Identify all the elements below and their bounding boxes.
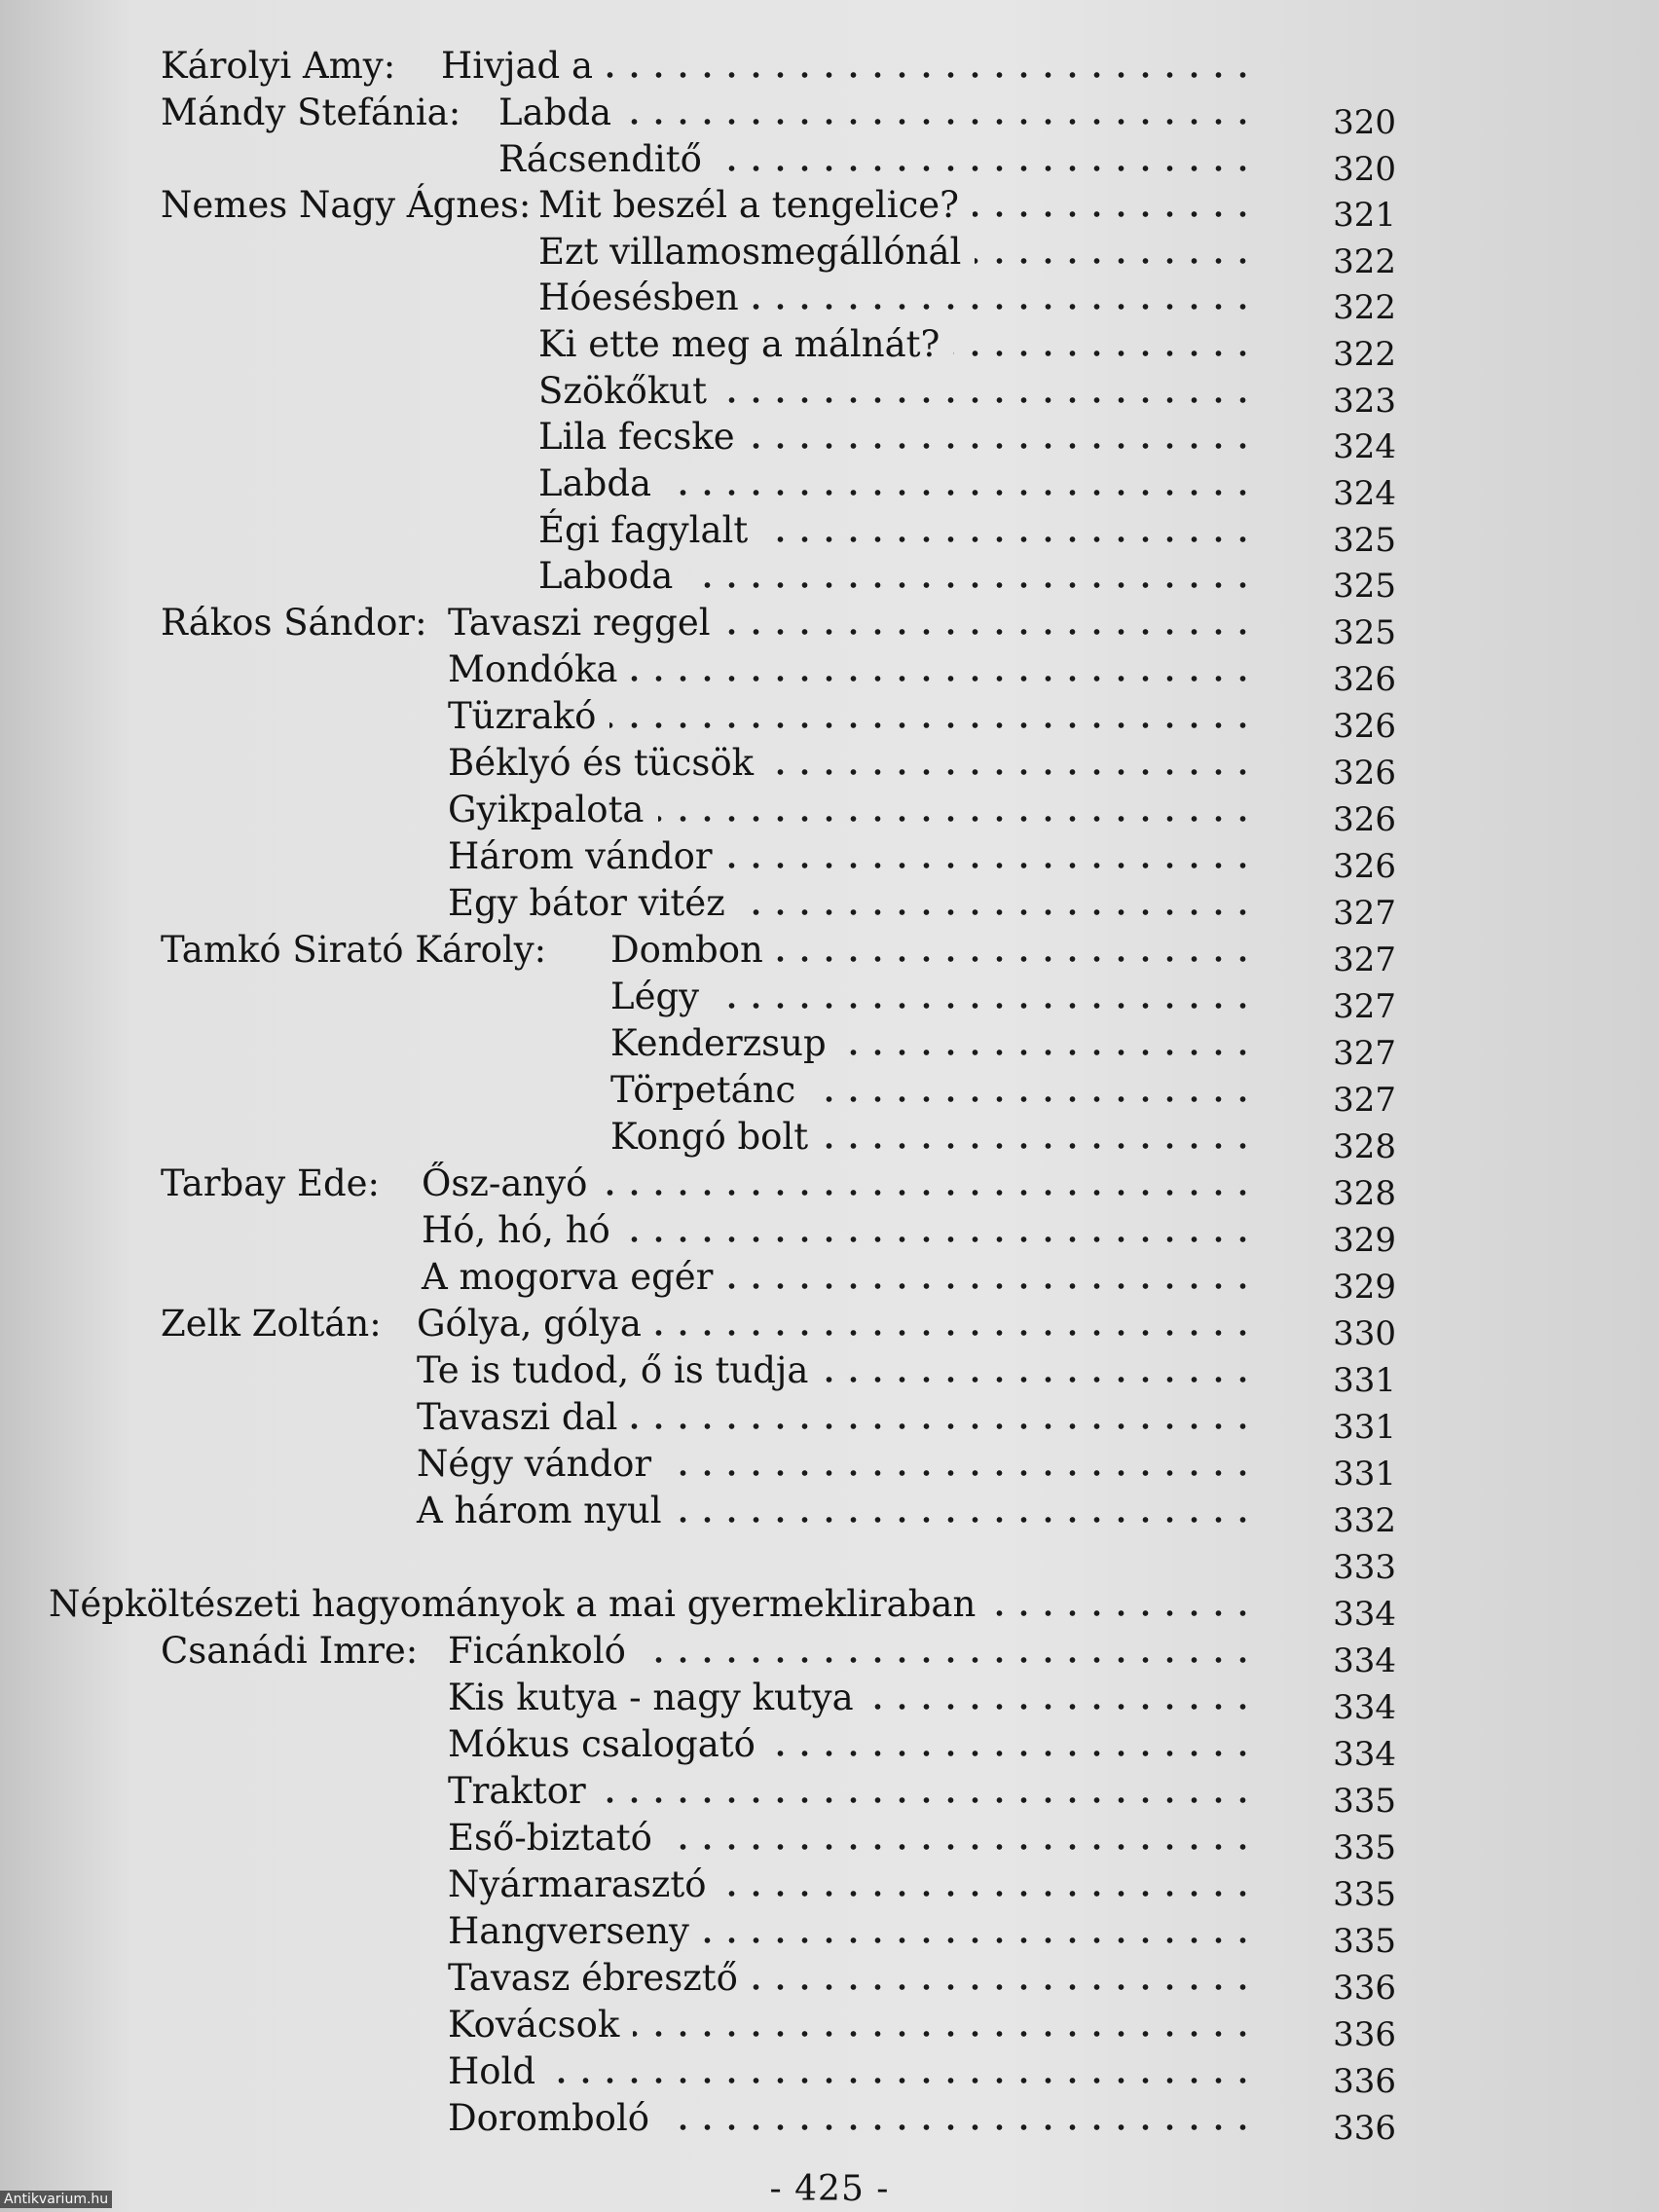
dot-leader	[809, 1096, 1255, 1102]
toc-title: Kovácsok	[448, 2004, 620, 2046]
toc-title: A mogorva egér	[422, 1256, 714, 1298]
toc-title: Hivjad a	[441, 45, 594, 87]
toc-title: Kenderzsup	[610, 1022, 827, 1064]
toc-entry	[0, 693, 1659, 746]
dot-leader	[665, 1470, 1255, 1476]
toc-page-number: 334	[1333, 1688, 1396, 1727]
toc-entry	[0, 833, 1659, 886]
toc-page-number: 326	[1333, 707, 1396, 746]
toc-title: Nyármarasztó	[448, 1863, 707, 1905]
toc-entry	[0, 275, 1659, 327]
dot-leader	[713, 1003, 1255, 1009]
toc-title: Eső-biztató	[448, 1817, 652, 1859]
dot-leader	[658, 816, 1255, 822]
toc-author: Csanádi Imre:	[161, 1630, 419, 1672]
toc-title: Tavasz ébresztő	[448, 1957, 738, 1999]
toc-page-number: 336	[1333, 2015, 1396, 2054]
watermark: Antikvarium.hu	[0, 2191, 112, 2208]
toc-page-number: 331	[1333, 1361, 1396, 1400]
toc-title: Doromboló	[448, 2097, 650, 2139]
toc-title: Ezt villamosmegállónál	[538, 231, 962, 273]
dot-leader	[867, 1704, 1255, 1710]
dot-leader	[726, 863, 1255, 868]
toc-entry	[0, 461, 1659, 513]
toc-title: Gyikpalota	[448, 789, 645, 830]
toc-entry	[0, 1207, 1659, 1260]
toc-page-number: 323	[1333, 382, 1396, 421]
toc-entry	[0, 1675, 1659, 1727]
dot-leader	[822, 1143, 1255, 1149]
toc-entry	[0, 1067, 1659, 1120]
dot-leader	[686, 582, 1255, 588]
toc-page-number: 334	[1333, 1735, 1396, 1774]
toc-page-number: 328	[1333, 1174, 1396, 1213]
dot-leader	[769, 1751, 1255, 1756]
toc-entry	[0, 1534, 1659, 1587]
toc-entry	[0, 1254, 1659, 1307]
toc-entry	[0, 740, 1659, 793]
dot-leader	[666, 1844, 1255, 1850]
toc-title: Labda	[538, 462, 652, 504]
toc-title: Rácsenditő	[498, 138, 702, 180]
dot-leader	[600, 1797, 1255, 1803]
dot-leader	[953, 350, 1255, 356]
toc-page-number: 329	[1333, 1221, 1396, 1260]
toc-author: Zelk Zoltán:	[161, 1303, 382, 1345]
dot-leader	[703, 1937, 1255, 1943]
toc-page-number: 327	[1333, 987, 1396, 1026]
dot-leader	[822, 1377, 1255, 1382]
toc-title: Kongó bolt	[610, 1116, 809, 1158]
toc-page-number: 336	[1333, 2109, 1396, 2148]
toc-page-number: 322	[1333, 288, 1396, 327]
toc-page-number: 332	[1333, 1501, 1396, 1540]
toc-title: Tavaszi reggel	[448, 602, 711, 644]
toc-page-number: 334	[1333, 1595, 1396, 1634]
toc-author: Mándy Stefánia:	[161, 92, 461, 133]
toc-title: Légy	[610, 976, 700, 1017]
toc-entry	[0, 43, 1659, 90]
toc-page-number: 331	[1333, 1408, 1396, 1447]
toc-entry	[0, 414, 1659, 466]
toc-entry	[0, 600, 1659, 652]
toc-page-number: 326	[1333, 847, 1396, 886]
toc-title: Égi fagylalt	[538, 509, 749, 551]
toc-title: Te is tudod, ő is tudja	[417, 1349, 809, 1391]
toc-entry	[0, 90, 1659, 142]
dot-leader	[777, 956, 1255, 962]
dot-leader	[973, 211, 1255, 217]
toc-page-number: 322	[1333, 242, 1396, 281]
dot-leader	[631, 676, 1255, 682]
toc-entry	[0, 927, 1659, 979]
dot-leader	[663, 2124, 1255, 2130]
toc-title: Gólya, gólya	[417, 1303, 642, 1345]
toc-page-number: 327	[1333, 940, 1396, 979]
toc-title: Törpetánc	[610, 1069, 796, 1111]
dot-leader	[840, 1050, 1255, 1055]
toc-page-number: 335	[1333, 1875, 1396, 1914]
toc-title: Mondóka	[448, 648, 618, 690]
toc-title: Traktor	[448, 1770, 586, 1812]
toc-entry	[0, 182, 1659, 235]
dot-leader	[752, 1984, 1255, 1990]
dot-leader	[624, 1236, 1255, 1242]
dot-leader	[625, 119, 1255, 125]
toc-page-number: 325	[1333, 567, 1396, 606]
toc-page-number: 334	[1333, 1641, 1396, 1680]
toc-page-number: 326	[1333, 800, 1396, 839]
toc-title: Ficánkoló	[448, 1630, 626, 1672]
toc-page-number: 326	[1333, 754, 1396, 793]
toc-page-number: 335	[1333, 1782, 1396, 1821]
toc-title: Hangverseny	[448, 1910, 689, 1952]
toc-author: Tamkó Sirató Károly:	[161, 929, 547, 971]
dot-leader	[724, 629, 1255, 635]
dot-leader	[716, 166, 1255, 171]
toc-title: Dombon	[610, 929, 763, 971]
toc-title: Laboda	[538, 555, 674, 597]
toc-page-number: 329	[1333, 1268, 1396, 1307]
dot-leader	[601, 1190, 1255, 1196]
dot-leader	[989, 1610, 1255, 1616]
toc-title: Tavaszi dal	[417, 1396, 618, 1438]
toc-entry	[0, 1908, 1659, 1961]
toc-entry	[0, 787, 1659, 839]
toc-page-number: 325	[1333, 521, 1396, 560]
dot-leader	[749, 443, 1255, 449]
dot-leader	[739, 909, 1255, 915]
toc-author: Károlyi Amy:	[161, 45, 396, 87]
toc-title: Lila fecske	[538, 416, 735, 458]
toc-title: Mit beszél a tengelice?	[538, 184, 960, 226]
toc-page-number: 324	[1333, 427, 1396, 466]
toc-entry	[0, 507, 1659, 560]
toc-entry	[0, 1955, 1659, 2008]
toc-page-number: 321	[1333, 196, 1396, 235]
toc-title: Szökőkut	[538, 370, 707, 412]
toc-page-number: 333	[1333, 1548, 1396, 1587]
toc-title: Hold	[448, 2050, 536, 2092]
dot-leader	[655, 1330, 1255, 1336]
toc-entry	[0, 1721, 1659, 1774]
dot-leader	[720, 1891, 1255, 1897]
toc-page-number: 327	[1333, 894, 1396, 933]
toc-page-number: 335	[1333, 1922, 1396, 1961]
toc-page-number: 324	[1333, 474, 1396, 513]
toc-entry	[0, 1020, 1659, 1073]
toc-entry	[0, 1815, 1659, 1867]
toc-entry	[0, 1347, 1659, 1400]
toc-title: Hó, hó, hó	[422, 1209, 610, 1251]
dot-leader	[665, 490, 1255, 496]
toc-page-number: 336	[1333, 1969, 1396, 2008]
toc-section-heading	[0, 1581, 1659, 1634]
toc-page-number: 327	[1333, 1081, 1396, 1120]
toc-entry	[0, 1114, 1659, 1166]
dot-leader	[753, 304, 1255, 310]
dot-leader	[761, 536, 1255, 542]
dot-leader	[549, 2078, 1255, 2083]
toc-page-number: 326	[1333, 660, 1396, 699]
toc-entry	[0, 1768, 1659, 1821]
toc-entry	[0, 368, 1659, 421]
toc-entry	[0, 229, 1659, 281]
toc-page-number: 330	[1333, 1314, 1396, 1353]
toc-title: Tüzrakó	[448, 695, 597, 737]
toc-entry	[0, 553, 1659, 606]
toc-author: Rákos Sándor:	[161, 602, 427, 644]
toc-page-number: 320	[1333, 150, 1396, 189]
dot-leader	[609, 722, 1255, 728]
toc-title: Ősz-anyó	[422, 1162, 588, 1204]
toc-page-number: 328	[1333, 1127, 1396, 1166]
toc-title: Egy bátor vitéz	[448, 882, 725, 924]
dot-leader	[607, 72, 1255, 78]
toc-entry	[0, 1161, 1659, 1213]
toc-entry	[0, 2048, 1659, 2101]
toc-entry	[0, 1394, 1659, 1447]
toc-title: Négy vándor	[417, 1443, 652, 1485]
toc-entry	[0, 880, 1659, 933]
toc-entry	[0, 2095, 1659, 2148]
toc-title: Béklyó és tücsök	[448, 742, 755, 784]
dot-leader	[720, 397, 1255, 403]
toc-entry	[0, 1441, 1659, 1493]
dot-leader	[631, 1423, 1255, 1429]
toc-author: Nemes Nagy Ágnes:	[161, 184, 532, 226]
toc-entry	[0, 321, 1659, 374]
dot-leader	[767, 769, 1255, 775]
page-footer-number: - 425 -	[769, 2169, 890, 2209]
toc-entry	[0, 1488, 1659, 1540]
dot-leader	[640, 1657, 1255, 1663]
toc-title: Hóesésben	[538, 276, 739, 318]
toc-page-number: 320	[1333, 103, 1396, 142]
toc-page-number: 322	[1333, 335, 1396, 374]
toc-page-number: 335	[1333, 1828, 1396, 1867]
toc-page-number: 331	[1333, 1455, 1396, 1493]
toc-page-number: 336	[1333, 2062, 1396, 2101]
toc-title: Három vándor	[448, 835, 713, 877]
toc-title: Ki ette meg a málnát?	[538, 323, 940, 365]
toc-title: Mókus csalogató	[448, 1723, 756, 1765]
dot-leader	[633, 2031, 1255, 2037]
toc-title: Kis kutya - nagy kutya	[448, 1677, 854, 1718]
toc-title: Labda	[498, 92, 612, 133]
toc-page-number: 325	[1333, 613, 1396, 652]
toc-entry	[0, 646, 1659, 699]
toc-author: Tarbay Ede:	[161, 1162, 381, 1204]
toc-entry	[0, 1862, 1659, 1914]
dot-leader	[726, 1283, 1255, 1289]
toc-entry	[0, 1301, 1659, 1353]
dot-leader	[975, 258, 1255, 264]
toc-entry	[0, 1628, 1659, 1680]
toc-page-number: 327	[1333, 1034, 1396, 1073]
toc-entry	[0, 2002, 1659, 2054]
dot-leader	[676, 1517, 1255, 1523]
toc-title: A három nyul	[417, 1490, 662, 1531]
toc-entry	[0, 974, 1659, 1026]
toc-entry	[0, 136, 1659, 189]
toc-title: Népköltészeti hagyományok a mai gyermekliraban	[49, 1583, 977, 1625]
